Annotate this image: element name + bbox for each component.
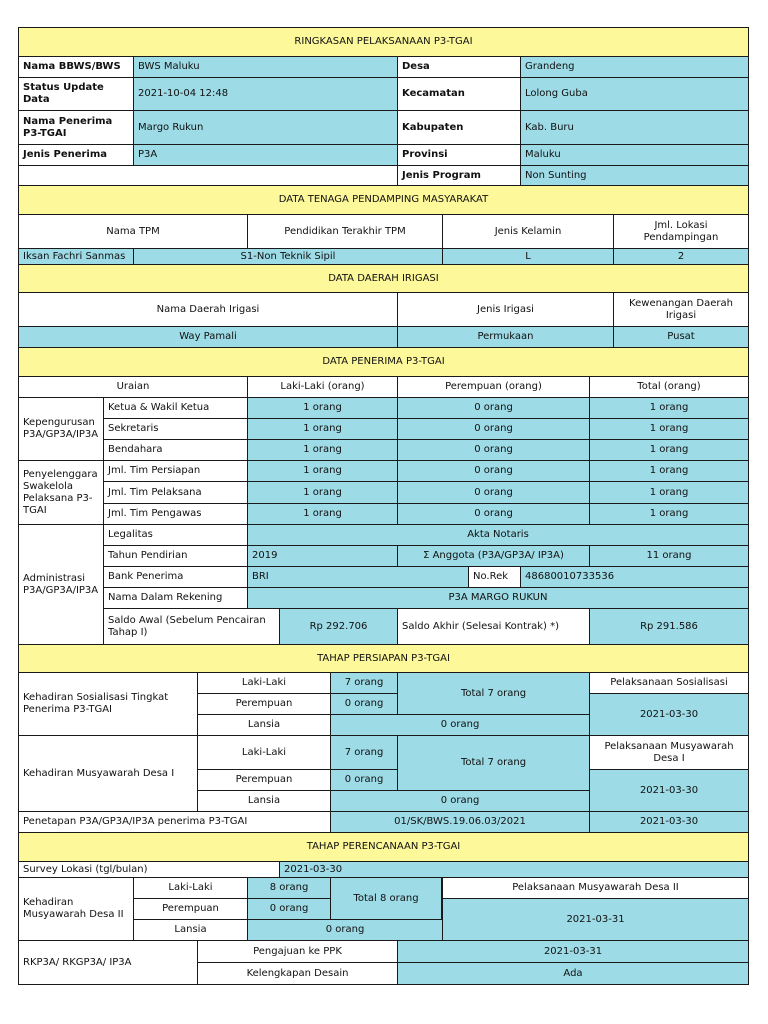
row-perempuan: 0 orang <box>397 481 590 504</box>
md1-laki-value: 7 orang <box>330 735 398 770</box>
row-perempuan: 0 orang <box>397 397 590 419</box>
md1-date-label: Pelaksanaan Musyawarah Desa I <box>589 735 749 770</box>
section-irigasi: DATA DAERAH IRIGASI <box>18 264 749 293</box>
saldo-akhir-label: Saldo Akhir (Selesai Kontrak) *) <box>397 608 590 645</box>
penetapan-label: Penetapan P3A/GP3A/IP3A penerima P3-TGAI <box>18 811 331 833</box>
md1-total: Total 7 orang <box>397 735 590 791</box>
row-total: 1 orang <box>589 418 749 440</box>
bank-label: Bank Penerima <box>103 566 248 588</box>
md2-lansia-value: 0 orang <box>247 919 443 941</box>
irigasi-jenis: Permukaan <box>397 326 614 348</box>
md1-laki-label: Laki-Laki <box>197 735 331 770</box>
penerima-header-uraian: Uraian <box>18 376 248 398</box>
md2-total: Total 8 orang <box>330 877 442 920</box>
tpm-header-jml-lokasi: Jml. Lokasi Pendampingan <box>613 214 749 249</box>
provinsi-label: Provinsi <box>397 144 521 166</box>
penetapan-date: 2021-03-30 <box>589 811 749 833</box>
rekening-label: Nama Dalam Rekening <box>103 587 248 609</box>
jenis-program-label: Jenis Program <box>397 165 521 186</box>
anggota-value: 11 orang <box>589 545 749 567</box>
row-perempuan: 0 orang <box>397 503 590 525</box>
sos-laki-label: Laki-Laki <box>197 672 331 694</box>
irigasi-header-nama: Nama Daerah Irigasi <box>18 292 398 327</box>
row-perempuan: 0 orang <box>397 418 590 440</box>
section-penerima: DATA PENERIMA P3-TGAI <box>18 347 749 377</box>
bbws-label: Nama BBWS/BWS <box>18 56 134 78</box>
md1-perempuan-value: 0 orang <box>330 769 398 791</box>
row-laki: 1 orang <box>247 503 398 525</box>
group-penyelenggara: Penyelenggara Swakelola Pelaksana P3-TGAI <box>18 460 104 525</box>
nama-penerima-label: Nama Penerima P3-TGAI <box>18 110 134 145</box>
tpm-jenis-kelamin: L <box>442 248 614 265</box>
desa-label: Desa <box>397 56 521 78</box>
norek-label: No.Rek <box>468 566 521 588</box>
sos-date-label: Pelaksanaan Sosialisasi <box>589 672 749 694</box>
md2-laki-value: 8 orang <box>247 877 331 899</box>
norek-value: 48680010733536 <box>520 566 749 588</box>
section-tpm: DATA TENAGA PENDAMPING MASYARAKAT <box>18 185 749 215</box>
section-persiapan: TAHAP PERSIAPAN P3-TGAI <box>18 644 749 673</box>
nama-penerima-value: Margo Rukun <box>133 110 398 145</box>
group-administrasi: Administrasi P3A/GP3A/IP3A <box>18 524 104 645</box>
rekening-value: P3A MARGO RUKUN <box>247 587 749 609</box>
sos-laki-value: 7 orang <box>330 672 398 694</box>
penerima-header-perempuan: Perempuan (orang) <box>397 376 590 398</box>
pengajuan-label: Pengajuan ke PPK <box>197 940 398 963</box>
penetapan-sk: 01/SK/BWS.19.06.03/2021 <box>330 811 590 833</box>
tpm-jml-lokasi: 2 <box>613 248 749 265</box>
sos-date-value: 2021-03-30 <box>589 693 749 736</box>
tpm-header-pendidikan: Pendidikan Terakhir TPM <box>247 214 443 249</box>
md1-lansia-label: Lansia <box>197 790 331 812</box>
desa-value: Grandeng <box>520 56 749 78</box>
group-kepengurusan: Kepengurusan P3A/GP3A/IP3A <box>18 397 104 461</box>
status-update-value: 2021-10-04 12:48 <box>133 77 398 111</box>
survey-label: Survey Lokasi (tgl/bulan) <box>18 861 280 878</box>
kecamatan-label: Kecamatan <box>397 77 521 111</box>
row-laki: 1 orang <box>247 397 398 419</box>
md2-perempuan-label: Perempuan <box>133 898 248 920</box>
row-item: Jml. Tim Pelaksana <box>103 481 248 504</box>
irigasi-nama: Way Pamali <box>18 326 398 348</box>
sos-lansia-label: Lansia <box>197 714 331 736</box>
row-perempuan: 0 orang <box>397 439 590 461</box>
tpm-header-nama: Nama TPM <box>18 214 248 249</box>
jenis-penerima-value: P3A <box>133 144 398 166</box>
irigasi-header-kewenangan: Kewenangan Daerah Irigasi <box>613 292 749 327</box>
row-total: 1 orang <box>589 503 749 525</box>
section-perencanaan: TAHAP PERENCANAAN P3-TGAI <box>18 832 749 862</box>
sos-perempuan-label: Perempuan <box>197 693 331 715</box>
sos-lansia-value: 0 orang <box>330 714 590 736</box>
musdes1-label: Kehadiran Musyawarah Desa I <box>18 735 198 812</box>
irigasi-kewenangan: Pusat <box>613 326 749 348</box>
bank-value: BRI <box>247 566 469 588</box>
pengajuan-value: 2021-03-31 <box>397 940 749 963</box>
kabupaten-label: Kabupaten <box>397 110 521 145</box>
saldo-awal-label: Saldo Awal (Sebelum Pencairan Tahap I) <box>103 608 280 645</box>
row-total: 1 orang <box>589 397 749 419</box>
kabupaten-value: Kab. Buru <box>520 110 749 145</box>
musdes2-label: Kehadiran Musyawarah Desa II <box>18 877 134 941</box>
sosialisasi-label: Kehadiran Sosialisasi Tingkat Penerima P3-TGAI <box>18 672 198 736</box>
irigasi-header-jenis: Jenis Irigasi <box>397 292 614 327</box>
row-total: 1 orang <box>589 460 749 482</box>
provinsi-value: Maluku <box>520 144 749 166</box>
summary-sheet <box>18 27 749 985</box>
blank-cell <box>18 165 398 186</box>
bbws-value: BWS Maluku <box>133 56 398 78</box>
survey-value: 2021-03-30 <box>279 861 749 878</box>
saldo-akhir-value: Rp 291.586 <box>589 608 749 645</box>
status-update-label: Status Update Data <box>18 77 134 111</box>
saldo-awal-value: Rp 292.706 <box>279 608 398 645</box>
row-laki: 1 orang <box>247 460 398 482</box>
kecamatan-value: Lolong Guba <box>520 77 749 111</box>
sos-perempuan-value: 0 orang <box>330 693 398 715</box>
row-laki: 1 orang <box>247 481 398 504</box>
row-item: Bendahara <box>103 439 248 461</box>
jenis-penerima-label: Jenis Penerima <box>18 144 134 166</box>
md2-date-label: Pelaksanaan Musyawarah Desa II <box>442 877 749 899</box>
penerima-header-total: Total (orang) <box>589 376 749 398</box>
row-total: 1 orang <box>589 439 749 461</box>
row-laki: 1 orang <box>247 418 398 440</box>
row-item: Jml. Tim Pengawas <box>103 503 248 525</box>
row-item: Sekretaris <box>103 418 248 440</box>
md2-perempuan-value: 0 orang <box>247 898 331 920</box>
row-item: Jml. Tim Persiapan <box>103 460 248 482</box>
md1-lansia-value: 0 orang <box>330 790 590 812</box>
md2-date-value: 2021-03-31 <box>442 898 749 941</box>
row-item: Ketua & Wakil Ketua <box>103 397 248 419</box>
tpm-pendidikan: S1-Non Teknik Sipil <box>133 248 443 265</box>
md1-date-value: 2021-03-30 <box>589 769 749 812</box>
penerima-header-laki: Laki-Laki (orang) <box>247 376 398 398</box>
desain-label: Kelengkapan Desain <box>197 962 398 985</box>
md2-laki-label: Laki-Laki <box>133 877 248 899</box>
anggota-label: Σ Anggota (P3A/GP3A/ IP3A) <box>397 545 590 567</box>
tpm-header-jenis-kelamin: Jenis Kelamin <box>442 214 614 249</box>
row-total: 1 orang <box>589 481 749 504</box>
md1-perempuan-label: Perempuan <box>197 769 331 791</box>
tahun-pendirian-label: Tahun Pendirian <box>103 545 248 567</box>
row-perempuan: 0 orang <box>397 460 590 482</box>
desain-value: Ada <box>397 962 749 985</box>
tpm-nama: Iksan Fachri Sanmas <box>18 248 134 265</box>
jenis-program-value: Non Sunting <box>520 165 749 186</box>
row-laki: 1 orang <box>247 439 398 461</box>
sos-total: Total 7 orang <box>397 672 590 715</box>
sheet-title: RINGKASAN PELAKSANAAN P3-TGAI <box>18 27 749 57</box>
legalitas-value: Akta Notaris <box>247 524 749 546</box>
legalitas-label: Legalitas <box>103 524 248 546</box>
tahun-pendirian-value: 2019 <box>247 545 398 567</box>
md2-lansia-label: Lansia <box>133 919 248 941</box>
rkp-label: RKP3A/ RKGP3A/ IP3A <box>18 940 198 985</box>
